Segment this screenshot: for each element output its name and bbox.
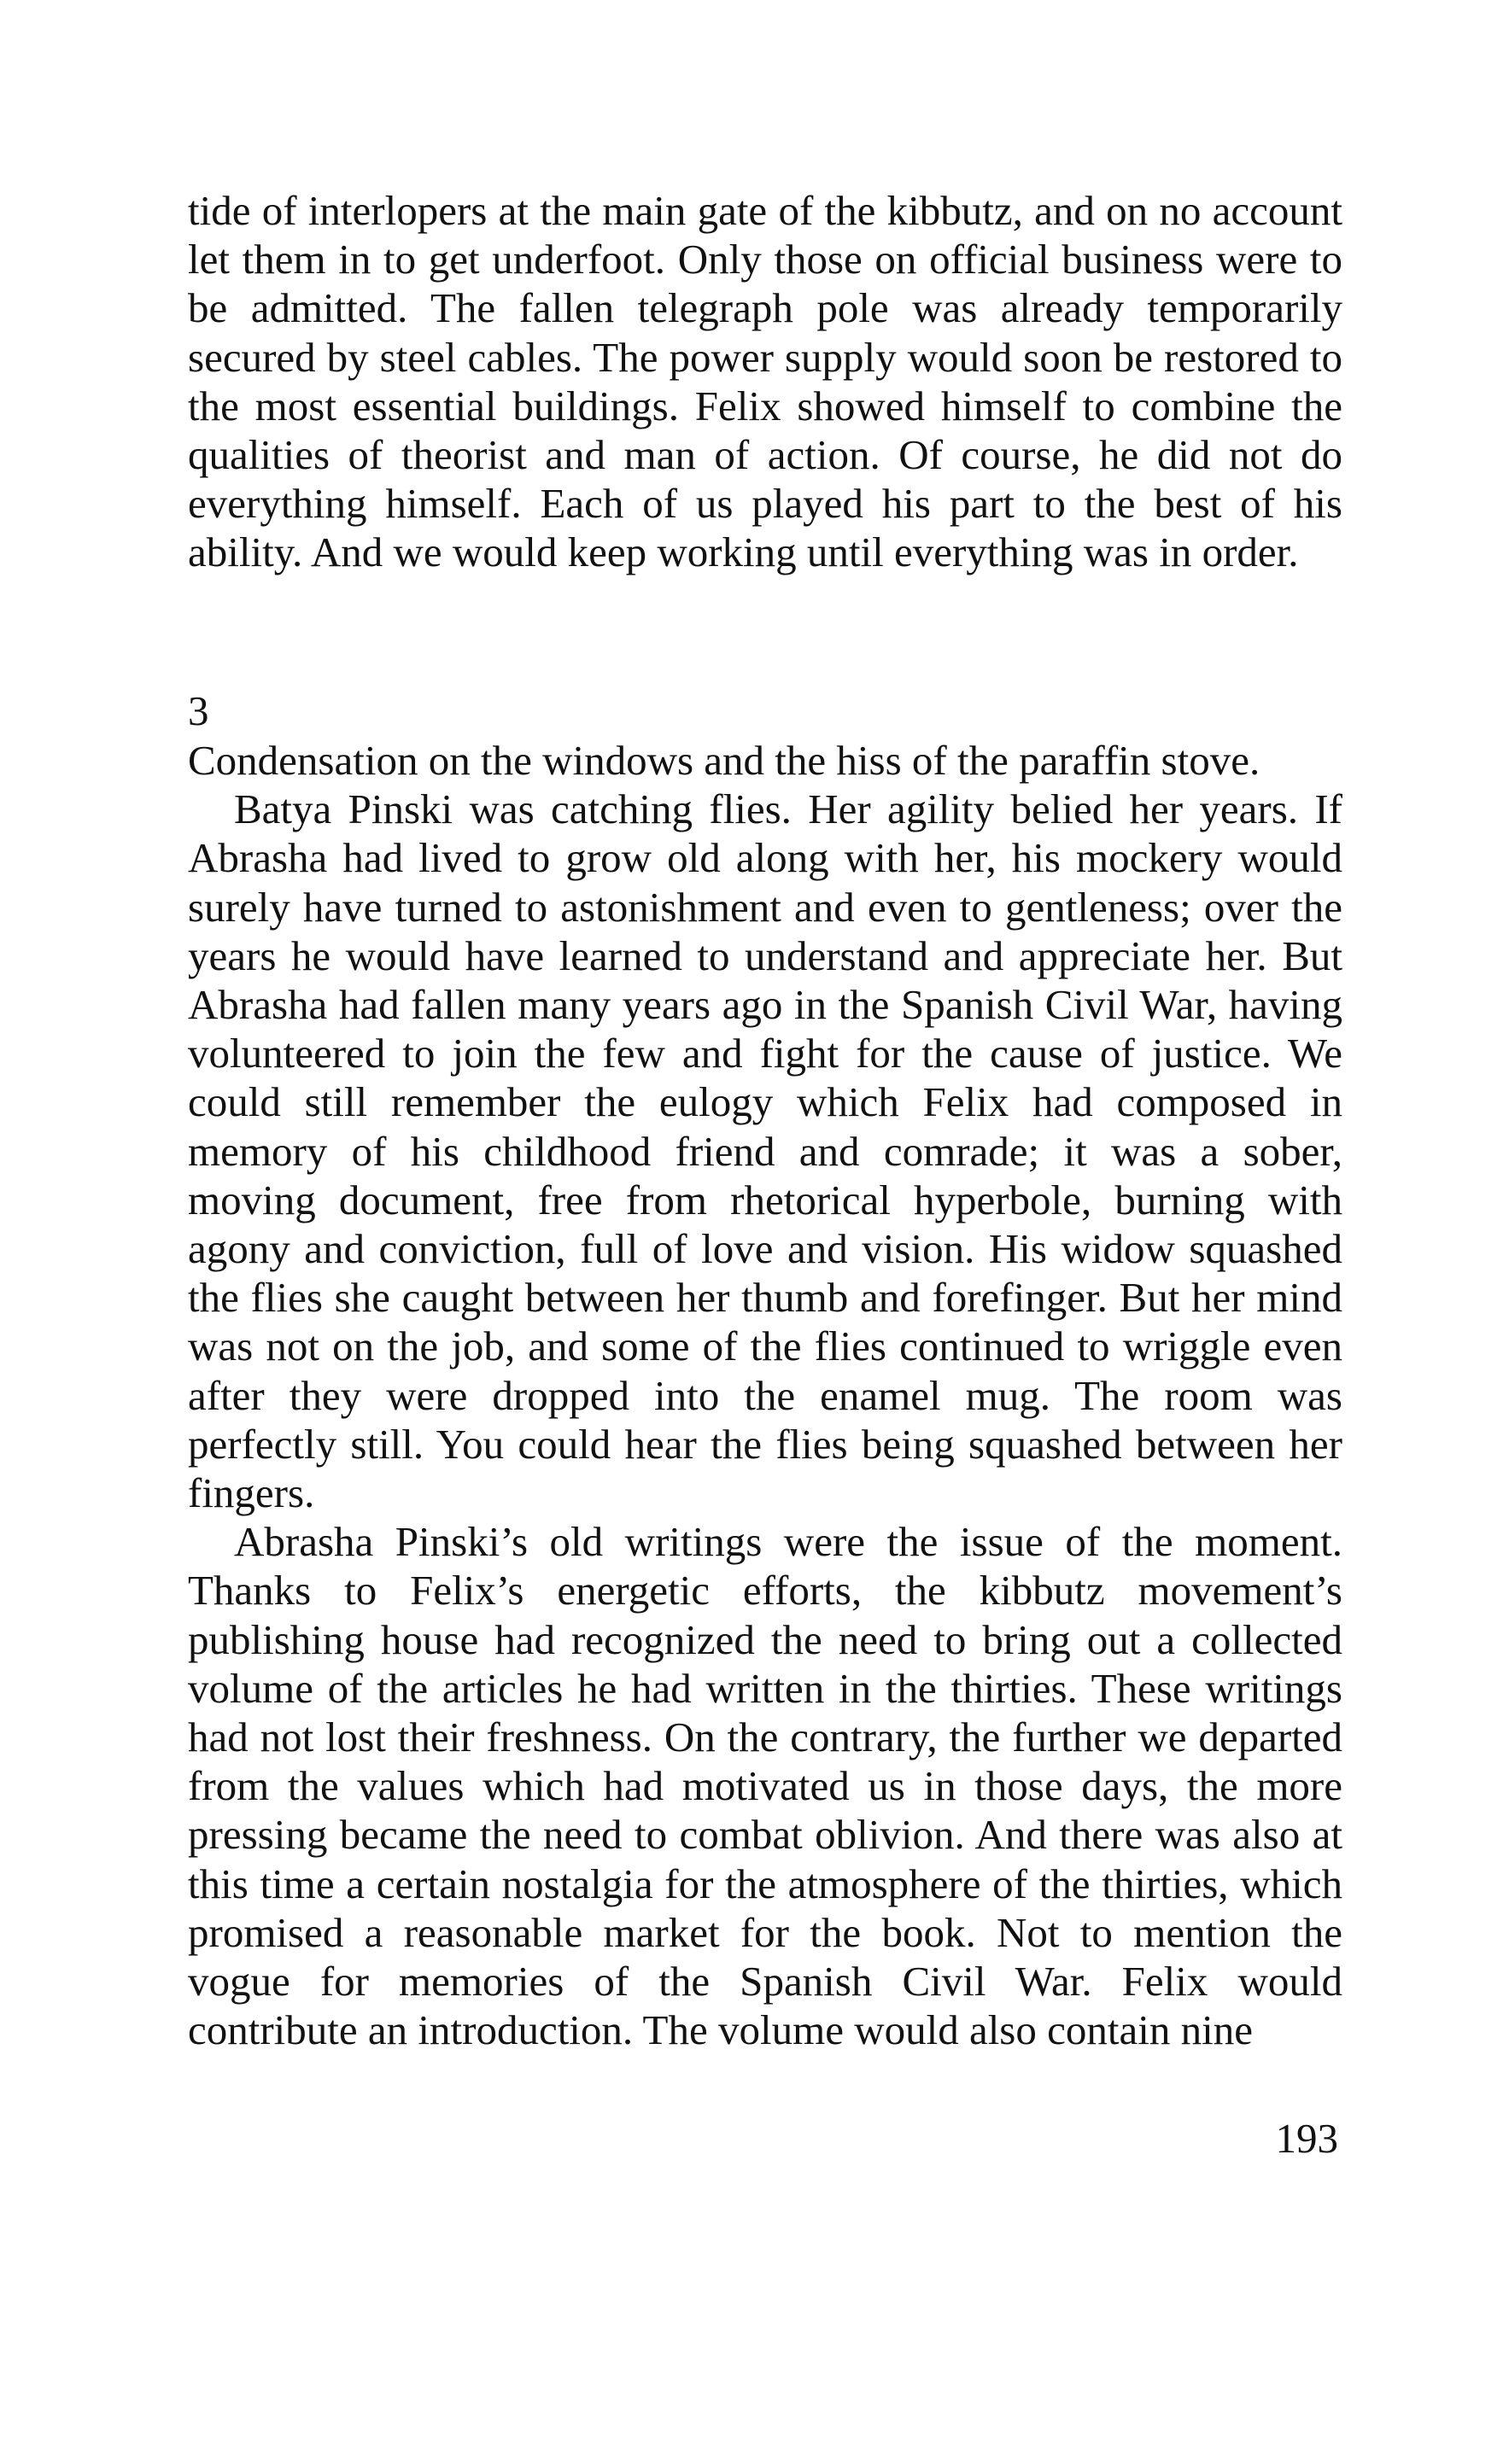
paragraph-batya: Batya Pinski was catching flies. Her agility belied her years. If Abrasha had lived to grow old along with her, his mockery would surely have turned to astonishment and even to gentleness; over the years he would have learned to understand and appreciate her. But Abrasha had fallen many years ago in the Spanish Civil War, having volunteered to join the few and fight for the cause of justice. We could still remember the eulogy which Felix had composed in memory of his childhood friend and comrade; it was a sober, moving document, free from rhetorical hyperbole, burning with agony and conviction, full of love and vision. His widow squashed the flies she caught between her thumb and forefinger. But her mind was not on the job, and some of the flies continued to wriggle even after they were dropped into the enamel mug. The room was perfectly still. You could hear the flies being squashed between her fingers.	[188, 785, 1342, 1517]
paragraph-writings: Abrasha Pinski’s old writings were the issue of the moment. Thanks to Felix’s energetic efforts, the kibbutz movement’s publishing house had recognized the need to bring out a collected volume of the articles he had written in the thirties. These writings had not lost their freshness. On the contrary, the further we departed from the values which had motivated us in those days, the more pressing became the need to combat oblivion. And there was also at this time a certain nostalgia for the atmosphere of the thirties, which promised a reasonable market for the book. Not to mention the vogue for memories of the Spanish Civil War. Felix would contribute an introduction. The volume would also contain nine	[188, 1518, 1342, 2054]
paragraph-opening-line: Condensation on the windows and the hiss of the paraffin stove.	[188, 737, 1260, 784]
section-text	[188, 736, 1342, 2054]
section-number: 3	[188, 687, 209, 734]
paragraph-continuation: tide of interlopers at the main gate of the kibbutz, and on no account let them in to get underfoot. Only those on official business were to be admitted. The fallen telegraph pole was already temporarily secured by steel cables. The power supply would soon be restored to the most essential buildings. Felix showed himself to combine the qualities of theorist and man of action. Of course, he did not do everything himself. Each of us played his part to the best of his ability. And we would keep working until everything was in order.	[188, 187, 1342, 576]
continuation-text	[188, 186, 1342, 577]
page-number: 193	[1275, 2115, 1338, 2162]
